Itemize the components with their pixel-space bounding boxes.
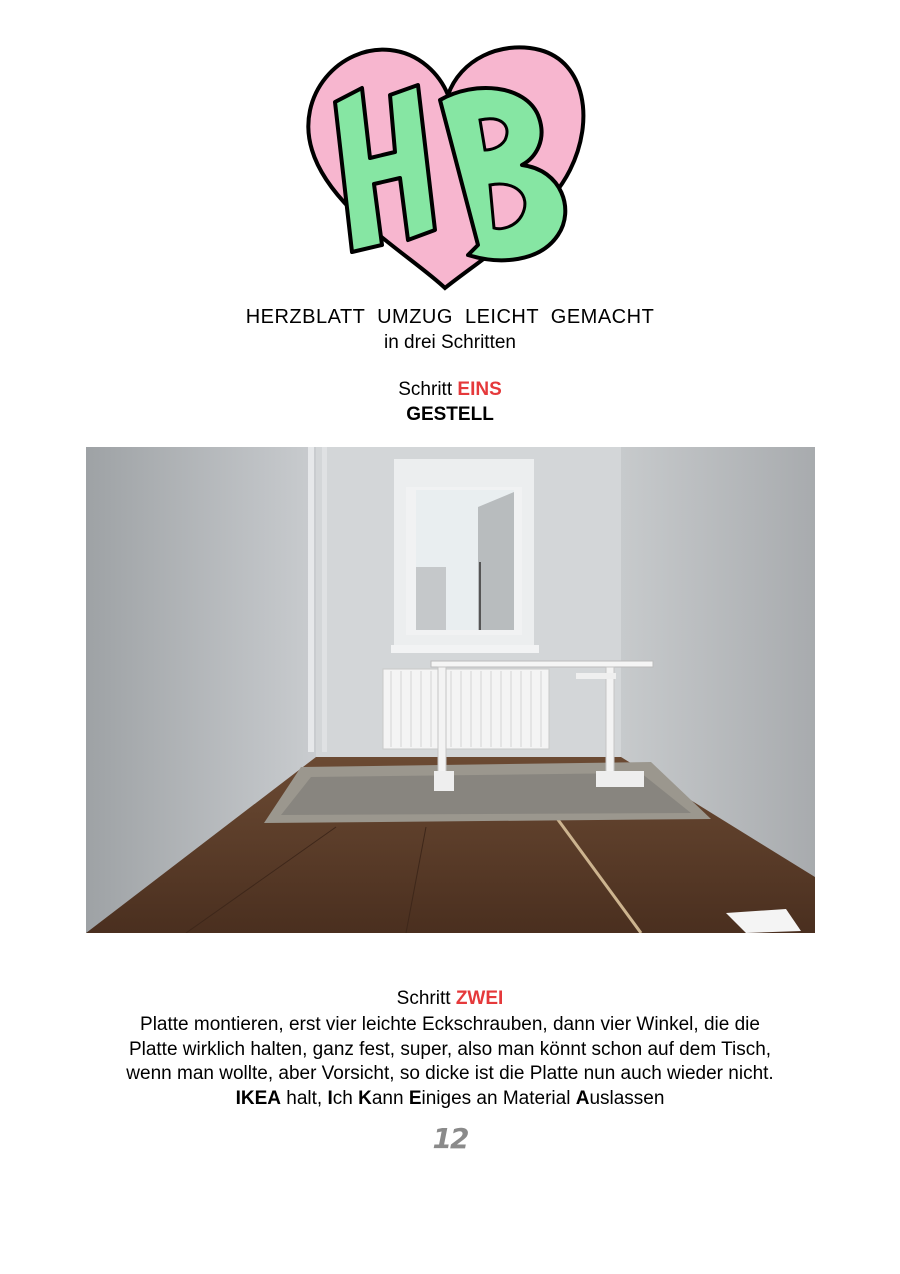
room-photo <box>86 447 815 933</box>
room-with-desk-frame-photo-icon <box>86 447 815 933</box>
ikea-word: IKEA <box>235 1087 281 1109</box>
step-one-name: GESTELL <box>406 404 494 425</box>
acronym-i-rest: ch <box>332 1087 359 1109</box>
acronym-k-rest: ann <box>371 1087 409 1109</box>
description-line-3: wenn man wollte, aber Vorsicht, so dicke ist die Platte nun auch wieder nicht. <box>126 1063 774 1084</box>
acronym-i: I <box>327 1087 333 1109</box>
acronym-a-rest: uslassen <box>589 1087 665 1109</box>
headline: HERZBLATT UMZUG LEICHT GEMACHT <box>245 306 655 328</box>
heart-logo-icon <box>300 40 590 295</box>
acronym-k: K <box>358 1087 372 1109</box>
step-two-heading <box>0 988 900 1010</box>
acronym-a: A <box>575 1087 590 1109</box>
step-one-heading <box>0 379 900 401</box>
step-two-description <box>80 1013 820 1111</box>
herzblatt-logo <box>300 40 590 295</box>
step-two-number: ZWEI <box>455 988 504 1009</box>
step-one-number: EINS <box>457 379 502 400</box>
ikea-rest: halt, <box>280 1087 328 1109</box>
acronym-e-rest: iniges an Material <box>421 1087 576 1109</box>
step-two-prefix: Schritt <box>396 988 451 1009</box>
description-line-2: Platte wirklich halten, ganz fest, super, also man könnt schon auf dem Tisch, <box>128 1038 772 1060</box>
page-number: 12 <box>432 1122 468 1155</box>
description-line-4 <box>80 1087 820 1112</box>
step-one-prefix: Schritt <box>398 379 453 400</box>
description-line-1: Platte montieren, erst vier leichte Eckschrauben, dann vier Winkel, die die <box>140 1014 760 1035</box>
subline: in drei Schritten <box>383 332 516 353</box>
acronym-e: E <box>408 1087 422 1109</box>
